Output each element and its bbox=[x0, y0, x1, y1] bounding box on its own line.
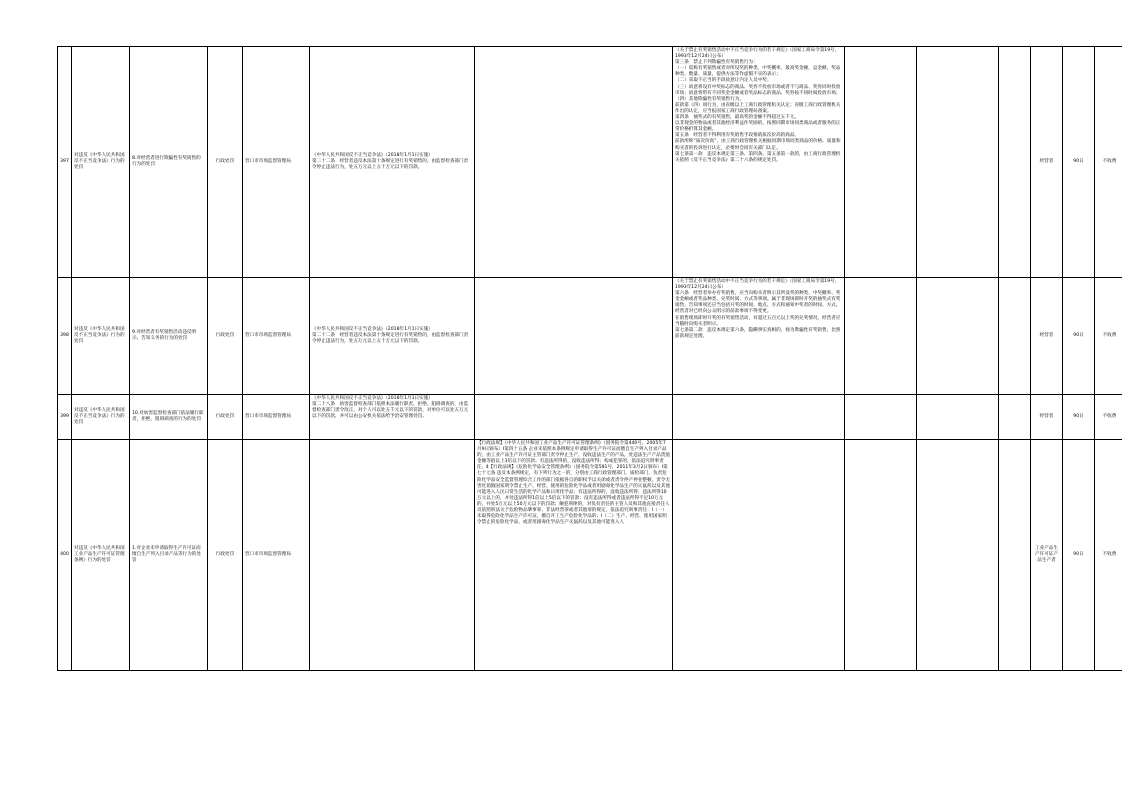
empty-cell bbox=[845, 278, 917, 395]
legal-basis-law: 《中华人民共和国反不正当竞争法》（2018年1月1日实施） 第二十二条 经营者违反本法第十条规定进行有奖销售的，由监督检查部门责令停止违法行为，处五万元以上五十万元以下的罚款。 bbox=[310, 47, 475, 278]
sub-item: 10.对妨害监督检查部门依法履行职责，拒绝、阻碍调查的行为的处罚 bbox=[130, 395, 208, 440]
legal-basis-law bbox=[310, 440, 475, 671]
sub-item: 9.对经营者有奖销售活动违反明示、告知义务的行为的处罚 bbox=[130, 278, 208, 395]
legal-basis-regulation bbox=[475, 395, 673, 440]
sub-item: 1.对企业未申请取得生产许可证而擅自生产列入目录产品等行为的处罚 bbox=[130, 440, 208, 671]
subject: 经营者 bbox=[1031, 47, 1063, 278]
empty-cell bbox=[999, 47, 1031, 278]
row-number: 397 bbox=[58, 47, 72, 278]
empty-cell bbox=[917, 440, 999, 671]
subject: 经营者 bbox=[1031, 395, 1063, 440]
table-row bbox=[58, 395, 1122, 440]
legal-basis-rule: 《关于禁止有奖销售活动中不正当竞争行为的若干规定》（国家工商局令第19号，1993年12月24日公布） 第六条 经营者举办有奖销售，应当向购买者明示其所设奖的种类、中奖概率、奖金金额或者奖品种类、兑奖时间、方式等事项。属于非现场即时开奖的抽奖式有奖销售，告知事项还应当包括开奖的时间、地点、方式和通知中奖者的时间、方式。 经营者对已经向公众明示的前款事项不得变更。 在销售现场即时开奖的有奖销售活动，对超过五百元以上奖的兑奖情况，经营者应当随时向购买者明示。 第七条第二款 违反本规定第六条，隐瞒事实真相的，视为欺骗性有奖销售，比照前款规定处理。 bbox=[673, 278, 845, 395]
fee: 不收费 bbox=[1095, 278, 1122, 395]
legal-basis-regulation bbox=[475, 47, 673, 278]
power-name: 对违反《中华人民共和国反不正当竞争法》行为的处罚 bbox=[72, 395, 130, 440]
legal-basis-law: 《中华人民共和国反不正当竞争法》（2018年1月1日实施） 第二十八条 妨害监督检查部门依照本法履行职责，拒绝、阻碍调查的，由监督检查部门责令改正，对个人可以处五千元以下的罚款，对单位可以处五万元以下的罚款，并可以由公安机关依法给予治安管理处罚。 bbox=[310, 395, 475, 440]
power-type: 行政处罚 bbox=[208, 440, 243, 671]
power-name: 对违反《中华人民共和国反不正当竞争法》行为的处罚 bbox=[72, 278, 130, 395]
department: 营口市市场监督管理局 bbox=[243, 395, 310, 440]
sub-item: 8.对经营者进行欺骗性有奖销售的行为的处罚 bbox=[130, 47, 208, 278]
subject: 工业产品生产许可证产品生产者 bbox=[1031, 440, 1063, 671]
table-row bbox=[58, 278, 1122, 395]
empty-cell bbox=[845, 440, 917, 671]
legal-basis-rule bbox=[673, 440, 845, 671]
legal-basis-rule bbox=[673, 395, 845, 440]
power-list-table bbox=[57, 46, 1122, 671]
legal-basis-rule: 《关于禁止有奖销售活动中不正当竞争行为的若干规定》（国家工商局令第19号，1993年12月24日公布） 第三条 禁止下列欺骗性有奖销售行为： （一）谎称有奖销售或者对所设奖的种类，中奖概率，最高奖金额，总金额，奖品种类、数量、质量，提供方法等作虚假不实的表示； （二）采取不正当的手段故意让内定人员中奖； （三）故意将设有中奖标志的商品、奖券不投放市场或者不与商品、奖券同时投放市场；故意将带有不同奖金金额或者奖品标志的商品、奖券按不同时间投放市场； （四）其他欺骗性有奖销售行为。 前款第（四）项行为，由省级以上工商行政管理机关认定；省级工商行政管理机关作出的认定，应当报国家工商行政管理局备案。 第四条 抽奖式的有奖销售，最高奖的金额不得超过五千元。 以非现金的物品或者其他经济利益作奖励的，按照同期市场同类商品或者服务的正常价格折算其金额。 第五条 经营者不得利用有奖销售手段推销质次价高的商品。 前款所称“质次价高”，由工商行政管理机关根据同期市场同类商品的价格、质量和购买者的投诉进行认定，必要时会同有关部门认定。 第七条第一款 违反本规定第三条、第四条、第五条第一款的，由工商行政管理机关依照《反不正当竞争法》第二十六条的规定处罚。 bbox=[673, 47, 845, 278]
time-limit: 90日 bbox=[1063, 278, 1095, 395]
row-number: 399 bbox=[58, 395, 72, 440]
legal-basis-regulation bbox=[475, 278, 673, 395]
subject: 经营者 bbox=[1031, 278, 1063, 395]
empty-cell bbox=[999, 440, 1031, 671]
department: 营口市市场监督管理局 bbox=[243, 47, 310, 278]
power-type: 行政处罚 bbox=[208, 395, 243, 440]
power-name: 对违反《中华人民共和国反不正当竞争法》行为的处罚 bbox=[72, 47, 130, 278]
time-limit: 90日 bbox=[1063, 395, 1095, 440]
empty-cell bbox=[917, 47, 999, 278]
fee: 不收费 bbox=[1095, 47, 1122, 278]
department: 营口市市场监督管理局 bbox=[243, 278, 310, 395]
table-row bbox=[58, 47, 1122, 278]
table-row bbox=[58, 440, 1122, 671]
power-name: 对违反《中华人民共和国工业产品生产许可证管理条例》行为的处罚 bbox=[72, 440, 130, 671]
empty-cell bbox=[999, 395, 1031, 440]
empty-cell bbox=[845, 47, 917, 278]
legal-basis-regulation: 【行政法规】《中华人民共和国工业产品生产许可证管理条例》（国务院令第440号，2005年7月9日颁布）Ⅰ第四十五条 企业未依照本条例规定申请取得生产许可证而擅自生产列入目录产品的，由工业产品生产许可证主管部门责令停止生产，没收违法生产的产品，处违法生产产品货值金额等值以上3倍以下的罚款；有违法所得的，没收违法所得；构成犯罪的，依法追究刑事责任。Ⅱ【行政法规】《危险化学品安全管理条例》（国务院令第591号，2011年3月2日颁布）Ⅰ第七十七条 违反本条例规定，有下列行为之一的，分别由工商行政管理部门、质检部门、负责危险化学品安全监督管理综合工作的部门依据各自的职权予以关闭或者责令停产停业整顿，责令无害化销毁国家明令禁止生产、经营、使用的危险化学品或者用剧毒化学品生产的灭鼠药以及其他可能进入人民日常生活的化学产品和日用化学品；有违法所得的，没收违法所得；违法所得10万元以上的，并处违法所得1倍以上5倍以下的罚款；没有违法所得或者违法所得不足10万元的，并处5万元以上50万元以下的罚款；触犯刑律的，对负有责任的主管人员和其他直接责任人员依照刑法关于危险物品肇事罪、非法经营罪或者其他罪的规定，依法追究刑事责任：Ⅰ（一）未取得危险化学品生产许可证，擅自开工生产危险化学品的；Ⅰ（二）生产、经营、使用国家明令禁止的危险化学品，或者用剧毒化学品生产灭鼠药以及其他可能进入人 bbox=[475, 440, 673, 671]
power-type: 行政处罚 bbox=[208, 47, 243, 278]
empty-cell bbox=[999, 278, 1031, 395]
empty-cell bbox=[917, 395, 999, 440]
fee: 不收费 bbox=[1095, 395, 1122, 440]
power-type: 行政处罚 bbox=[208, 278, 243, 395]
row-number: 400 bbox=[58, 440, 72, 671]
time-limit: 90日 bbox=[1063, 440, 1095, 671]
row-number: 398 bbox=[58, 278, 72, 395]
empty-cell bbox=[845, 395, 917, 440]
legal-basis-law: 《中华人民共和国反不正当竞争法》（2018年1月1日实施） 第二十二条 经营者违反本法第十条规定进行有奖销售的，由监督检查部门责令停止违法行为，处五万元以上五十万元以下的罚款。 bbox=[310, 278, 475, 395]
fee: 不收费 bbox=[1095, 440, 1122, 671]
time-limit: 90日 bbox=[1063, 47, 1095, 278]
empty-cell bbox=[917, 278, 999, 395]
department: 营口市市场监督管理局 bbox=[243, 440, 310, 671]
